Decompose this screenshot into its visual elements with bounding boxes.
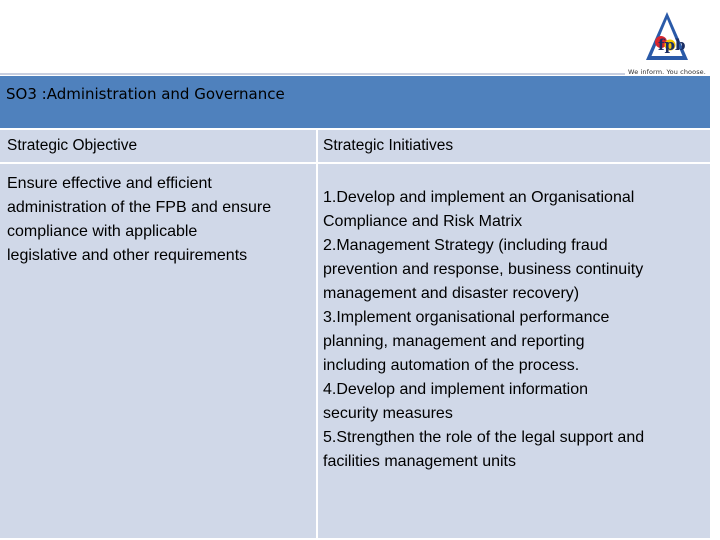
objective-line: Ensure effective and efficient [7,175,212,192]
fpb-logo [628,10,708,80]
objective-line: legislative and other requirements [7,247,248,264]
initiative-line: planning, management and reporting [323,333,585,350]
logo-tagline: We inform. You choose. [628,68,706,76]
column-separator [316,130,318,538]
initiative-line: management and disaster recovery) [323,285,580,302]
initiative-line: 4.Develop and implement information [323,381,589,398]
table-header-row [0,130,710,164]
objective-cell [7,172,312,268]
initiatives-cell [323,186,703,474]
table-title: SO3 :Administration and Governance [6,85,285,103]
initiative-line: Compliance and Risk Matrix [323,213,523,230]
initiative-line: facilities management units [323,453,516,470]
initiative-line: security measures [323,405,453,422]
strategy-table [0,76,710,538]
header-strategic-initiatives: Strategic Initiatives [323,137,454,154]
initiative-line: 1.Develop and implement an Organisational [323,189,635,206]
initiative-line: including automation of the process. [323,357,580,374]
header-divider [0,73,625,75]
initiative-line: 3.Implement organisational performance [323,309,610,326]
fpb-triangle-logo-icon [644,10,690,66]
header-strategic-objective: Strategic Objective [7,137,138,154]
table-body-row [0,164,710,538]
logo-letters: fpb [658,36,686,54]
initiative-line: prevention and response, business continuity [323,261,644,278]
initiative-line: 5.Strengthen the role of the legal support and [323,429,645,446]
table-title-row [0,76,710,130]
objective-line: compliance with applicable [7,223,198,240]
initiative-line: 2.Management Strategy (including fraud [323,237,608,254]
objective-line: administration of the FPB and ensure [7,199,272,216]
